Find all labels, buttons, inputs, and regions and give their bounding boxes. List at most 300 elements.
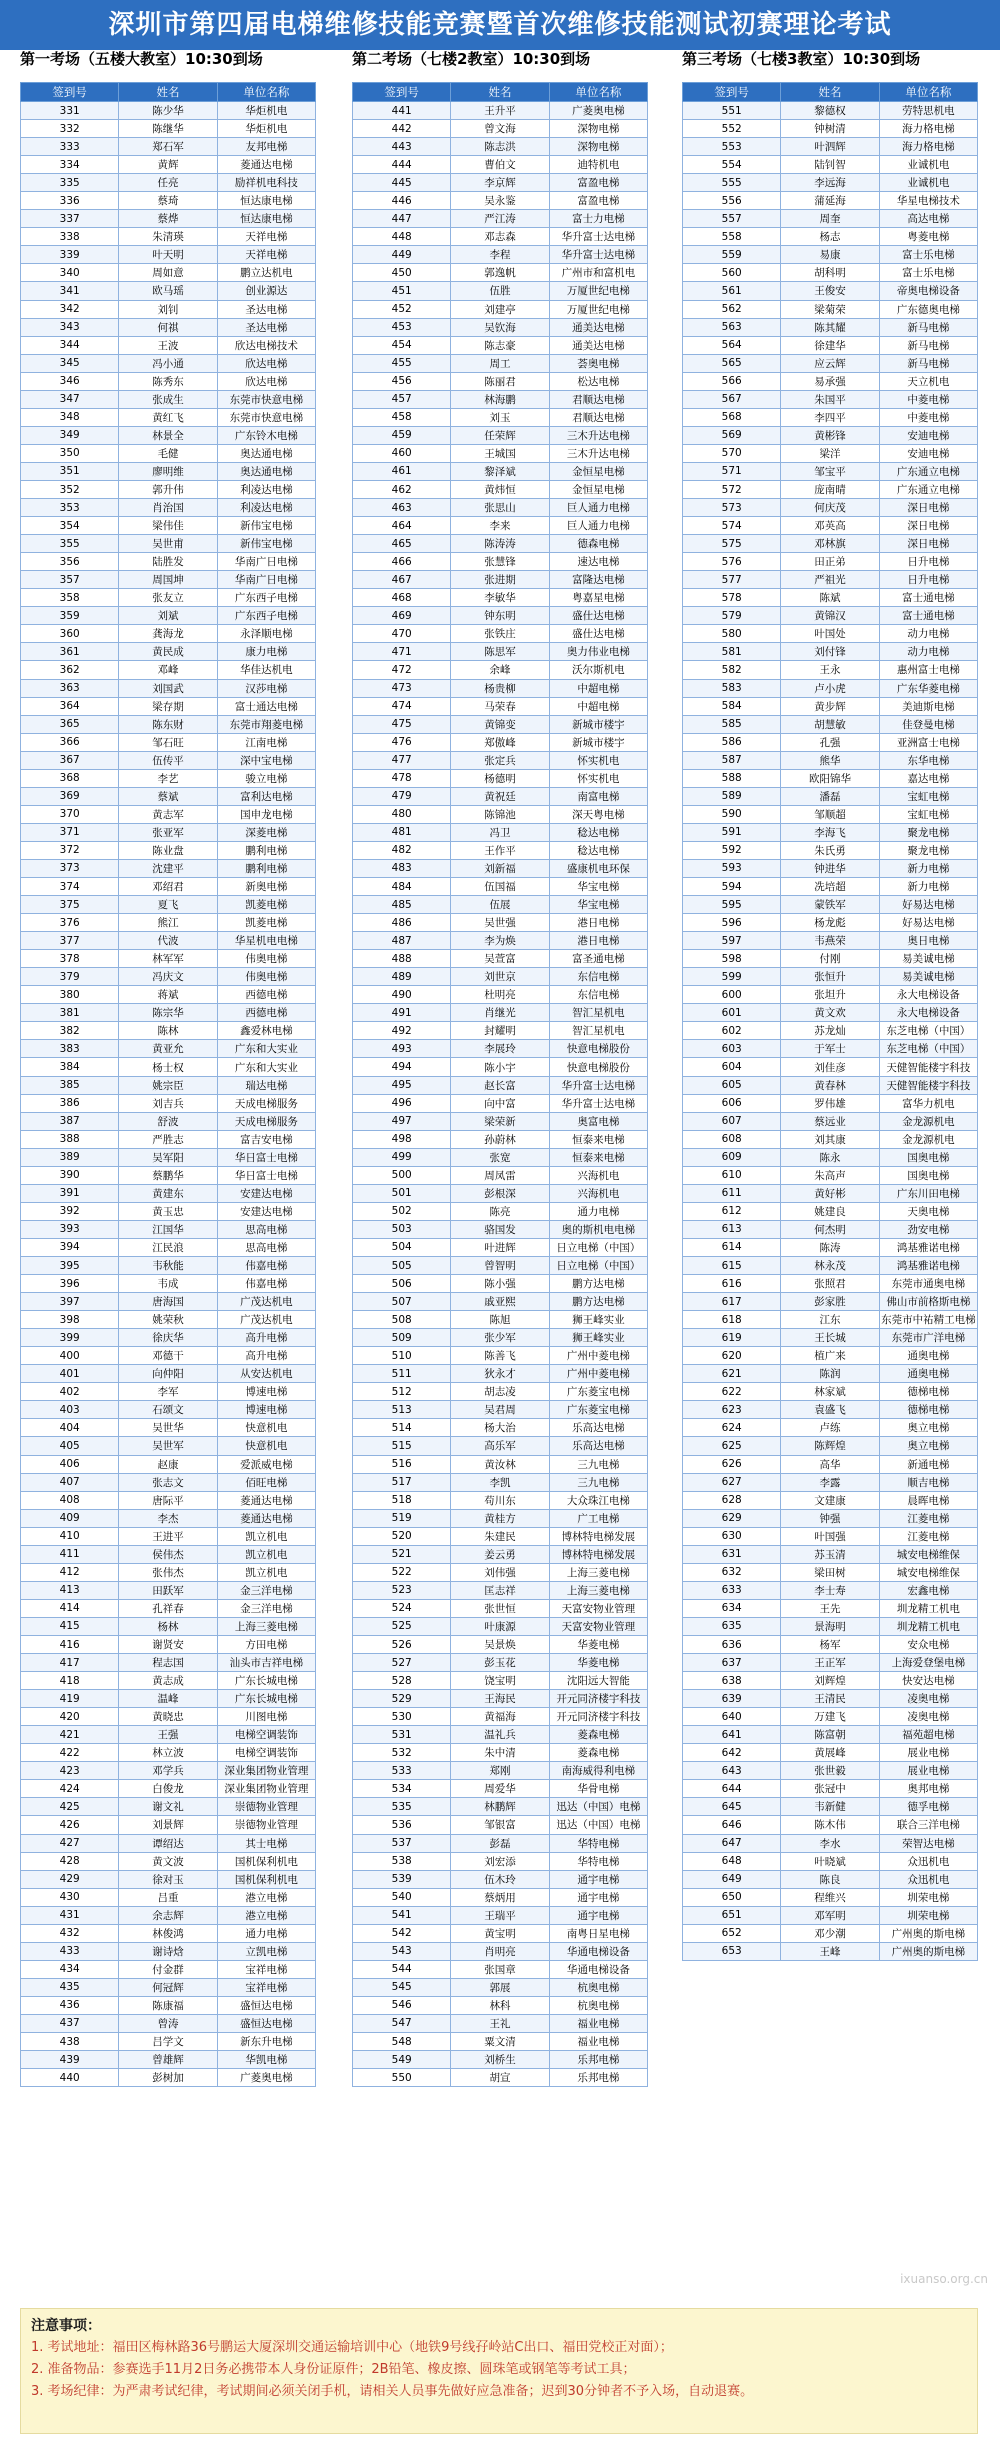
- unit-name: 新力电梯: [879, 878, 977, 896]
- signin-no: 649: [683, 1870, 781, 1888]
- table-row: [683, 1184, 978, 1202]
- table-row: [353, 1527, 648, 1545]
- candidate-name: 杨军: [781, 1635, 879, 1653]
- unit-name: 新伟宝电梯: [217, 535, 315, 553]
- candidate-name: 张冠中: [781, 1780, 879, 1798]
- signin-no: 653: [683, 1942, 781, 1960]
- unit-name: 东莞市中祐精工电梯: [879, 1311, 977, 1329]
- candidate-name: 周爱华: [451, 1780, 549, 1798]
- unit-name: 金恒星电梯: [549, 480, 647, 498]
- signin-no: 594: [683, 878, 781, 896]
- unit-name: 众迅机电: [879, 1870, 977, 1888]
- table-row: [353, 1870, 648, 1888]
- unit-name: 广菱奥电梯: [217, 2069, 315, 2087]
- table-row: [683, 318, 978, 336]
- table-row: [683, 499, 978, 517]
- signin-no: 350: [21, 444, 119, 462]
- candidate-name: 沈建平: [119, 859, 217, 877]
- table-row: [21, 1058, 316, 1076]
- candidate-name: 吴世华: [119, 1419, 217, 1437]
- signin-no: 383: [21, 1040, 119, 1058]
- signin-no: 616: [683, 1275, 781, 1293]
- signin-no: 463: [353, 499, 451, 517]
- table-row: [353, 1401, 648, 1419]
- signin-no: 600: [683, 986, 781, 1004]
- unit-name: 宝虹电梯: [879, 805, 977, 823]
- table-row: [683, 805, 978, 823]
- unit-name: 盛仕达电梯: [549, 625, 647, 643]
- signin-no: 351: [21, 462, 119, 480]
- table-row: [683, 751, 978, 769]
- table-row: [683, 1672, 978, 1690]
- signin-no: 559: [683, 246, 781, 264]
- candidate-name: 孙蔚林: [451, 1130, 549, 1148]
- table-row: [21, 896, 316, 914]
- table-row: [21, 878, 316, 896]
- table-row: [683, 823, 978, 841]
- candidate-name: 林科: [451, 1996, 549, 2014]
- table-row: [353, 318, 648, 336]
- signin-no: 448: [353, 228, 451, 246]
- unit-name: 永大电梯设备: [879, 986, 977, 1004]
- table-row: [21, 1527, 316, 1545]
- candidate-name: 黄炜恒: [451, 480, 549, 498]
- candidate-name: 封耀明: [451, 1022, 549, 1040]
- signin-no: 526: [353, 1635, 451, 1653]
- signin-no: 389: [21, 1148, 119, 1166]
- unit-name: 高升电梯: [217, 1347, 315, 1365]
- unit-name: 杭奥电梯: [549, 1996, 647, 2014]
- candidate-name: 狄永才: [451, 1365, 549, 1383]
- unit-name: 圳龙精工机电: [879, 1599, 977, 1617]
- unit-name: 快意电梯股份: [549, 1040, 647, 1058]
- candidate-name: 王正军: [781, 1654, 879, 1672]
- table-row: [683, 896, 978, 914]
- unit-name: 开元同济楼宇科技: [549, 1690, 647, 1708]
- table-row: [21, 679, 316, 697]
- signin-no: 556: [683, 192, 781, 210]
- candidate-name: 张世毅: [781, 1762, 879, 1780]
- candidate-name: 蔡烨: [119, 210, 217, 228]
- candidate-name: 黄锦汉: [781, 607, 879, 625]
- table-row: [353, 1906, 648, 1924]
- candidate-name: 周凤雷: [451, 1166, 549, 1184]
- signin-no: 558: [683, 228, 781, 246]
- unit-name: 菱通达电梯: [217, 1491, 315, 1509]
- table-row: [21, 1275, 316, 1293]
- table-row: [353, 643, 648, 661]
- header-signin-no: 签到号: [21, 83, 119, 102]
- unit-name: 通美达电梯: [549, 318, 647, 336]
- table-row: [683, 679, 978, 697]
- candidate-name: 骆国发: [451, 1220, 549, 1238]
- table-row: [353, 1166, 648, 1184]
- candidate-name: 张恒升: [781, 968, 879, 986]
- table-row: [683, 1202, 978, 1220]
- unit-name: 方田电梯: [217, 1635, 315, 1653]
- table-row: [21, 932, 316, 950]
- unit-name: 西德电梯: [217, 1004, 315, 1022]
- unit-name: 广东西子电梯: [217, 589, 315, 607]
- table-row: [683, 1708, 978, 1726]
- signin-no: 601: [683, 1004, 781, 1022]
- table-row: [21, 1563, 316, 1581]
- table-row: [683, 1058, 978, 1076]
- candidate-name: 庞南晴: [781, 480, 879, 498]
- candidate-name: 刘玉: [451, 408, 549, 426]
- signin-no: 521: [353, 1545, 451, 1563]
- candidate-name: 梁荣新: [451, 1112, 549, 1130]
- candidate-name: 梁洋: [781, 444, 879, 462]
- room-heading: 第一考场（五楼大教室）10:30到场: [20, 50, 263, 68]
- unit-name: 金三洋电梯: [217, 1581, 315, 1599]
- table-row: [353, 1708, 648, 1726]
- table-row: [21, 625, 316, 643]
- signin-no: 523: [353, 1581, 451, 1599]
- candidate-name: 邓林旗: [781, 535, 879, 553]
- table-row: [353, 228, 648, 246]
- signin-no: 392: [21, 1202, 119, 1220]
- unit-name: 广东和大实业: [217, 1040, 315, 1058]
- header-name: 姓名: [781, 83, 879, 102]
- signin-no: 360: [21, 625, 119, 643]
- unit-name: 狮王峰实业: [549, 1311, 647, 1329]
- candidate-name: 陈润: [781, 1365, 879, 1383]
- unit-name: 励祥机电科技: [217, 174, 315, 192]
- candidate-name: 张坦升: [781, 986, 879, 1004]
- signin-no: 522: [353, 1563, 451, 1581]
- candidate-name: 何祺: [119, 318, 217, 336]
- signin-no: 515: [353, 1437, 451, 1455]
- signin-no: 404: [21, 1419, 119, 1437]
- signin-no: 615: [683, 1257, 781, 1275]
- signin-no: 652: [683, 1924, 781, 1942]
- unit-name: 沃尔斯机电: [549, 661, 647, 679]
- signin-no: 613: [683, 1220, 781, 1238]
- table-row: [353, 1924, 648, 1942]
- table-row: [683, 120, 978, 138]
- table-row: [21, 950, 316, 968]
- candidate-name: 陈锦池: [451, 805, 549, 823]
- signin-no: 333: [21, 138, 119, 156]
- table-row: [353, 1383, 648, 1401]
- unit-name: 永泽顺电梯: [217, 625, 315, 643]
- signin-no: 485: [353, 896, 451, 914]
- signin-no: 545: [353, 1978, 451, 1996]
- unit-name: 德梯电梯: [879, 1383, 977, 1401]
- table-row: [21, 246, 316, 264]
- candidate-name: 卢练: [781, 1419, 879, 1437]
- unit-name: 广东铃木电梯: [217, 426, 315, 444]
- signin-no: 574: [683, 517, 781, 535]
- unit-name: 富士乐电梯: [879, 246, 977, 264]
- unit-name: 好易达电梯: [879, 914, 977, 932]
- candidate-name: 石颂文: [119, 1401, 217, 1419]
- table-row: [21, 1599, 316, 1617]
- table-row: [683, 1004, 978, 1022]
- candidate-name: 谢诗焓: [119, 1942, 217, 1960]
- table-row: [21, 1744, 316, 1762]
- signin-no: 409: [21, 1509, 119, 1527]
- table-row: [353, 1419, 648, 1437]
- signin-no: 427: [21, 1834, 119, 1852]
- candidate-name: 严江涛: [451, 210, 549, 228]
- signin-no: 467: [353, 571, 451, 589]
- table-row: [683, 1311, 978, 1329]
- candidate-name: 叶晓斌: [781, 1852, 879, 1870]
- table-row: [683, 192, 978, 210]
- unit-name: 中菱电梯: [879, 390, 977, 408]
- candidate-name: 黄宝明: [451, 1924, 549, 1942]
- candidate-name: 王强: [119, 1726, 217, 1744]
- candidate-name: 匡志祥: [451, 1581, 549, 1599]
- signin-no: 549: [353, 2051, 451, 2069]
- signin-no: 460: [353, 444, 451, 462]
- signin-no: 497: [353, 1112, 451, 1130]
- candidate-name: 李为焕: [451, 932, 549, 950]
- candidate-name: 李来: [451, 517, 549, 535]
- signin-no: 365: [21, 715, 119, 733]
- candidate-name: 朱中清: [451, 1744, 549, 1762]
- signin-no: 639: [683, 1690, 781, 1708]
- table-row: [353, 715, 648, 733]
- unit-name: 华宝电梯: [549, 896, 647, 914]
- table-row: [683, 1383, 978, 1401]
- table-row: [353, 1112, 648, 1130]
- unit-name: 广茂达机电: [217, 1311, 315, 1329]
- unit-name: 川图电梯: [217, 1708, 315, 1726]
- signin-no: 538: [353, 1852, 451, 1870]
- unit-name: 西德电梯: [217, 986, 315, 1004]
- table-row: [21, 1347, 316, 1365]
- table-row: [683, 444, 978, 462]
- notice-item: 2. 准备物品：参赛选手11月2日务必携带本人身份证原件；2B铅笔、橡皮擦、圆珠笔或钢笔等考试工具；: [31, 2362, 636, 2377]
- signin-no: 510: [353, 1347, 451, 1365]
- candidate-name: 蔡炳用: [451, 1888, 549, 1906]
- candidate-name: 廖明维: [119, 462, 217, 480]
- table-row: [21, 1022, 316, 1040]
- signin-no: 451: [353, 282, 451, 300]
- candidate-name: 张世恒: [451, 1599, 549, 1617]
- unit-name: 富士力电梯: [549, 210, 647, 228]
- unit-name: 广菱奥电梯: [549, 102, 647, 120]
- signin-no: 565: [683, 354, 781, 372]
- unit-name: 汕头市吉祥电梯: [217, 1654, 315, 1672]
- unit-name: 聚龙电梯: [879, 823, 977, 841]
- table-row: [353, 444, 648, 462]
- candidate-name: 杜明亮: [451, 986, 549, 1004]
- signin-no: 368: [21, 769, 119, 787]
- unit-name: 宝祥电梯: [217, 1960, 315, 1978]
- table-row: [353, 625, 648, 643]
- table-row: [683, 1852, 978, 1870]
- roster-table: [352, 82, 648, 2087]
- candidate-name: 蒙铁军: [781, 896, 879, 914]
- candidate-name: 林俊鸿: [119, 1924, 217, 1942]
- unit-name: 瑞达电梯: [217, 1076, 315, 1094]
- signin-no: 357: [21, 571, 119, 589]
- candidate-name: 郑傲峰: [451, 733, 549, 751]
- unit-name: 宏鑫电梯: [879, 1581, 977, 1599]
- signin-no: 588: [683, 769, 781, 787]
- unit-name: 奥力伟业电梯: [549, 643, 647, 661]
- table-row: [353, 210, 648, 228]
- unit-name: 安建达电梯: [217, 1184, 315, 1202]
- unit-name: 盛康机电环保: [549, 859, 647, 877]
- signin-no: 563: [683, 318, 781, 336]
- candidate-name: 梁存期: [119, 697, 217, 715]
- table-row: [683, 986, 978, 1004]
- signin-no: 500: [353, 1166, 451, 1184]
- header-unit: 单位名称: [217, 83, 315, 102]
- table-row: [21, 1365, 316, 1383]
- unit-name: 菱通达电梯: [217, 156, 315, 174]
- unit-name: 恒达康电梯: [217, 210, 315, 228]
- candidate-name: 彭根深: [451, 1184, 549, 1202]
- signin-no: 635: [683, 1617, 781, 1635]
- candidate-name: 欧阳锦华: [781, 769, 879, 787]
- signin-no: 614: [683, 1238, 781, 1256]
- candidate-name: 苏龙灿: [781, 1022, 879, 1040]
- unit-name: 好易达电梯: [879, 896, 977, 914]
- table-row: [353, 607, 648, 625]
- unit-name: 华星机电电梯: [217, 932, 315, 950]
- unit-name: 深物电梯: [549, 138, 647, 156]
- unit-name: 华南广日电梯: [217, 553, 315, 571]
- unit-name: 新东升电梯: [217, 2033, 315, 2051]
- signin-no: 447: [353, 210, 451, 228]
- unit-name: 崇德物业管理: [217, 1798, 315, 1816]
- table-row: [683, 1094, 978, 1112]
- unit-name: 快安达电梯: [879, 1672, 977, 1690]
- candidate-name: 熊江: [119, 914, 217, 932]
- signin-no: 435: [21, 1978, 119, 1996]
- candidate-name: 叶国强: [781, 1527, 879, 1545]
- unit-name: 富士乐电梯: [879, 264, 977, 282]
- candidate-name: 李展玲: [451, 1040, 549, 1058]
- unit-name: 迪特机电: [549, 156, 647, 174]
- candidate-name: 黎泽斌: [451, 462, 549, 480]
- unit-name: 华佳达机电: [217, 661, 315, 679]
- unit-name: 南富电梯: [549, 787, 647, 805]
- signin-no: 402: [21, 1383, 119, 1401]
- candidate-name: 于军士: [781, 1040, 879, 1058]
- candidate-name: 张思山: [451, 499, 549, 517]
- unit-name: 华宝电梯: [549, 878, 647, 896]
- unit-name: 凯立机电: [217, 1563, 315, 1581]
- signin-no: 502: [353, 1202, 451, 1220]
- table-row: [21, 1130, 316, 1148]
- unit-name: 通美达电梯: [549, 336, 647, 354]
- signin-no: 624: [683, 1419, 781, 1437]
- unit-name: 富隆达电梯: [549, 571, 647, 589]
- signin-no: 343: [21, 318, 119, 336]
- candidate-name: 向仲阳: [119, 1365, 217, 1383]
- unit-name: 聚龙电梯: [879, 841, 977, 859]
- candidate-name: 徐庆华: [119, 1329, 217, 1347]
- table-row: [683, 1022, 978, 1040]
- signin-no: 452: [353, 300, 451, 318]
- candidate-name: 林家斌: [781, 1383, 879, 1401]
- signin-no: 544: [353, 1960, 451, 1978]
- table-row: [353, 787, 648, 805]
- candidate-name: 陆钊智: [781, 156, 879, 174]
- candidate-name: 王瑞平: [451, 1906, 549, 1924]
- table-row: [21, 390, 316, 408]
- signin-no: 604: [683, 1058, 781, 1076]
- signin-no: 632: [683, 1563, 781, 1581]
- unit-name: 华星电梯技术: [879, 192, 977, 210]
- candidate-name: 李四平: [781, 408, 879, 426]
- unit-name: 博林特电梯发展: [549, 1527, 647, 1545]
- candidate-name: 黄志成: [119, 1672, 217, 1690]
- unit-name: 广州中菱电梯: [549, 1347, 647, 1365]
- candidate-name: 王永: [781, 661, 879, 679]
- unit-name: 天健智能楼宇科技: [879, 1058, 977, 1076]
- candidate-name: 温峰: [119, 1690, 217, 1708]
- candidate-name: 周如意: [119, 264, 217, 282]
- signin-no: 438: [21, 2033, 119, 2051]
- unit-name: 晨晖电梯: [879, 1491, 977, 1509]
- table-row: [683, 1599, 978, 1617]
- table-row: [353, 1563, 648, 1581]
- candidate-name: 杨志: [781, 228, 879, 246]
- candidate-name: 陈东财: [119, 715, 217, 733]
- candidate-name: 吴世强: [451, 914, 549, 932]
- table-row: [683, 1238, 978, 1256]
- unit-name: 欣达电梯: [217, 372, 315, 390]
- signin-no: 346: [21, 372, 119, 390]
- candidate-name: 蔡远业: [781, 1112, 879, 1130]
- candidate-name: 谢文礼: [119, 1798, 217, 1816]
- table-row: [353, 1293, 648, 1311]
- candidate-name: 曾雄辉: [119, 2051, 217, 2069]
- unit-name: 高达电梯: [879, 210, 977, 228]
- signin-no: 580: [683, 625, 781, 643]
- unit-name: 新力电梯: [879, 859, 977, 877]
- table-row: [683, 228, 978, 246]
- candidate-name: 景海明: [781, 1617, 879, 1635]
- table-row: [353, 823, 648, 841]
- signin-no: 581: [683, 643, 781, 661]
- unit-name: 天成电梯服务: [217, 1112, 315, 1130]
- signin-no: 344: [21, 336, 119, 354]
- table-row: [353, 1726, 648, 1744]
- signin-no: 341: [21, 282, 119, 300]
- unit-name: 安众电梯: [879, 1635, 977, 1653]
- candidate-name: 余志辉: [119, 1906, 217, 1924]
- candidate-name: 刘付锋: [781, 643, 879, 661]
- unit-name: 佰旺电梯: [217, 1473, 315, 1491]
- table-row: [353, 950, 648, 968]
- candidate-name: 朱清瑛: [119, 228, 217, 246]
- unit-name: 上海三菱电梯: [549, 1563, 647, 1581]
- candidate-name: 陈秀东: [119, 372, 217, 390]
- candidate-name: 冯庆文: [119, 968, 217, 986]
- signin-no: 589: [683, 787, 781, 805]
- signin-no: 393: [21, 1220, 119, 1238]
- table-row: [21, 571, 316, 589]
- signin-no: 444: [353, 156, 451, 174]
- candidate-name: 张伟杰: [119, 1563, 217, 1581]
- signin-no: 592: [683, 841, 781, 859]
- unit-name: 东信电梯: [549, 986, 647, 1004]
- unit-name: 动力电梯: [879, 643, 977, 661]
- header-name: 姓名: [119, 83, 217, 102]
- signin-no: 487: [353, 932, 451, 950]
- signin-no: 583: [683, 679, 781, 697]
- unit-name: 沈阳远大智能: [549, 1672, 647, 1690]
